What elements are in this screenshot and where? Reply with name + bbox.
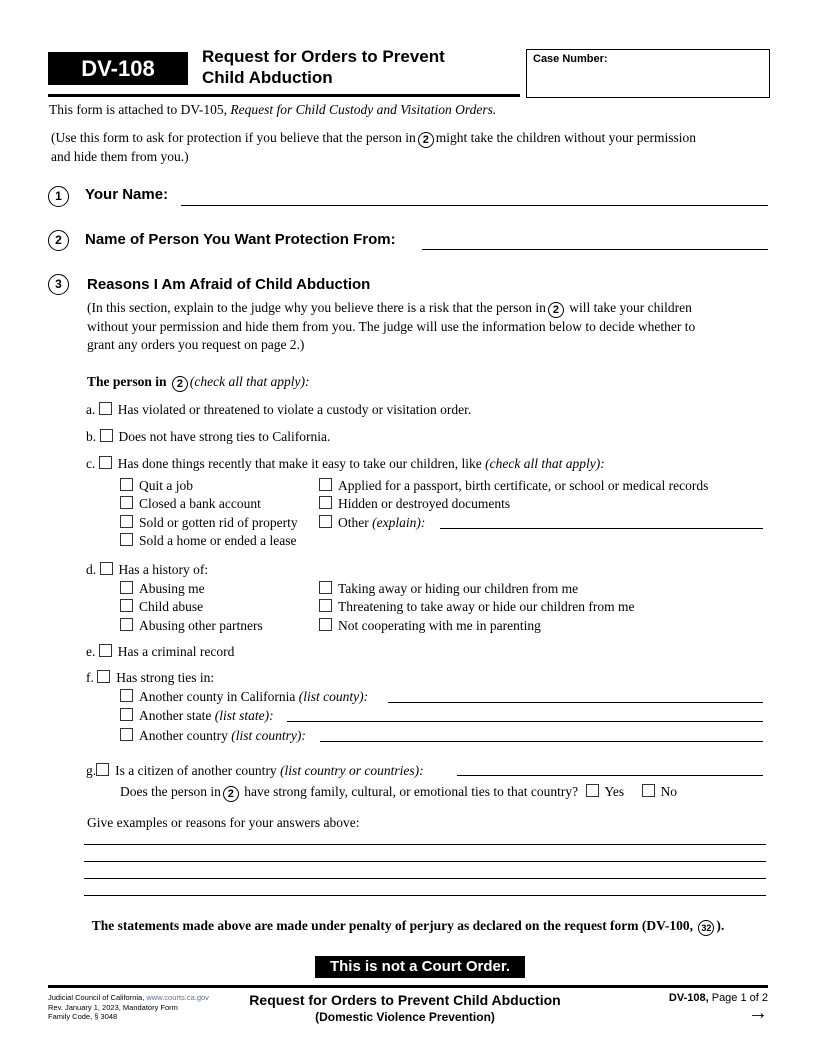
ties-prefix: Does the person in (120, 784, 221, 799)
item-c (86, 455, 605, 472)
item-e-text: Has a criminal record (117, 644, 235, 659)
case-number-field[interactable] (526, 49, 770, 98)
option-f-county (120, 688, 368, 705)
option-label: Closed a bank account (139, 496, 261, 511)
checkbox-c[interactable] (99, 456, 112, 469)
item-letter: f. (86, 670, 94, 685)
option-italic: (list county): (298, 689, 369, 704)
item-d (86, 561, 208, 578)
checkbox[interactable] (120, 728, 133, 741)
other-explain-field[interactable] (440, 528, 763, 529)
footer-page-info (600, 992, 768, 1022)
examples-line-4[interactable] (84, 895, 766, 896)
option-label: Another state (139, 708, 215, 723)
perjury-statement (0, 918, 816, 936)
header-rule (48, 94, 520, 97)
citizenship-field[interactable] (457, 775, 763, 776)
checkbox[interactable] (120, 581, 133, 594)
attached-prefix: This form is attached to DV-105, (49, 102, 231, 117)
option-label: Sold a home or ended a lease (139, 533, 297, 548)
checkbox[interactable] (120, 599, 133, 612)
item-a (86, 401, 471, 418)
reasons-desc-prefix: (In this section, explain to the judge why you believe there is a risk that the person in (87, 300, 546, 315)
reasons-desc-line3: grant any orders you request on page 2.) (87, 337, 305, 352)
country-field[interactable] (320, 741, 763, 742)
option-italic: (list country): (231, 728, 306, 743)
checkbox[interactable] (319, 599, 332, 612)
footer-form-id: DV-108, (668, 992, 709, 1004)
option-italic: (explain): (372, 515, 426, 530)
item-g-text: Is a citizen of another country (115, 763, 281, 778)
footer-rule (48, 985, 768, 988)
item-c-text: Has done things recently that make it easy to take our children, like (117, 456, 486, 471)
checkbox[interactable] (319, 515, 332, 528)
examples-label: Give examples or reasons for your answers above: (87, 815, 360, 830)
option-c-other (319, 514, 425, 531)
reasons-desc-line2: without your permission and hide them from you. The judge will use the information below to decide whether to (87, 319, 696, 334)
person-in-heading (87, 373, 309, 392)
form-title (202, 46, 512, 88)
footer-code: Family Code, § 3048 (48, 1012, 118, 1021)
checkbox[interactable] (319, 496, 332, 509)
item-d-text: Has a history of: (118, 562, 209, 577)
option-d-abusing-partners (120, 617, 263, 634)
courts-website-link[interactable]: www.courts.ca.gov (146, 993, 209, 1002)
checkbox-e[interactable] (99, 644, 112, 657)
checkbox-g[interactable] (96, 763, 109, 776)
next-page-arrow-icon[interactable]: → (748, 1002, 768, 1024)
checkbox-f[interactable] (97, 670, 110, 683)
your-name-label: Your Name: (85, 186, 169, 203)
form-title-line1: Request for Orders to Prevent (202, 47, 445, 66)
option-c-hidden-documents (319, 495, 510, 512)
footer-title-main: Request for Orders to Prevent Child Abduction (249, 992, 561, 1008)
ties-suffix: have strong family, cultural, or emotional ties to that country? (244, 784, 579, 799)
footer-revision: Rev. January 1, 2023, Mandatory Form (48, 1002, 178, 1012)
item-b (86, 428, 330, 445)
footer-title (230, 992, 580, 1025)
attached-form-name: Request for Child Custody and Visitation Orders. (230, 102, 497, 117)
item-c-italic: (check all that apply): (485, 456, 605, 471)
item-letter: a. (86, 402, 96, 417)
checkbox[interactable] (120, 533, 133, 546)
county-field[interactable] (388, 702, 763, 703)
examples-line-2[interactable] (84, 861, 766, 862)
yes-checkbox[interactable] (586, 784, 599, 797)
option-label: Another country (139, 728, 232, 743)
item-g-italic: (list country or countries): (280, 763, 424, 778)
footer-council: Judicial Council of California, (48, 993, 147, 1002)
perjury-text: The statements made above are made under penalty of perjury as declared on the request form (DV-100, (91, 918, 697, 933)
section-number-1: 1 (48, 186, 69, 207)
not-court-order-banner: This is not a Court Order. (315, 956, 525, 978)
footer-subtitle: (Domestic Violence Prevention) (315, 1010, 495, 1024)
item-f-text: Has strong ties in: (116, 670, 215, 685)
item-letter: e. (86, 644, 96, 659)
checkbox[interactable] (120, 708, 133, 721)
item-letter: d. (86, 562, 97, 577)
option-label: Abusing other partners (139, 618, 263, 633)
checkbox[interactable] (120, 478, 133, 491)
option-c-sold-home (120, 532, 296, 549)
option-label: Threatening to take away or hide our children from me (338, 599, 635, 614)
option-c-sold-property (120, 514, 298, 531)
option-label: Applied for a passport, birth certificate, or school or medical records (338, 478, 709, 493)
protection-from-field[interactable] (422, 249, 768, 250)
your-name-field[interactable] (181, 205, 768, 206)
ref-circle: 32 (698, 920, 714, 936)
option-label: Child abuse (139, 599, 204, 614)
item-g (86, 762, 424, 779)
option-label: Taking away or hiding our children from me (338, 581, 579, 596)
option-d-threatening (319, 598, 635, 615)
examples-line-3[interactable] (84, 878, 766, 879)
checkbox[interactable] (319, 478, 332, 491)
option-label: Sold or gotten rid of property (139, 515, 298, 530)
no-checkbox[interactable] (642, 784, 655, 797)
footer-info (48, 993, 209, 1022)
checkbox[interactable] (120, 618, 133, 631)
checkbox-b[interactable] (100, 429, 113, 442)
usage-prefix: (Use this form to ask for protection if you believe that the person in (51, 130, 416, 145)
checkbox[interactable] (120, 515, 133, 528)
person-in-prefix: The person in (87, 374, 167, 389)
checkbox-a[interactable] (99, 402, 112, 415)
case-number-label: Case Number: (533, 53, 608, 65)
option-d-abusing-me (120, 580, 205, 597)
perjury-end: ). (716, 918, 725, 933)
option-label: Another county in California (139, 689, 299, 704)
option-d-not-cooperating (319, 617, 541, 634)
item-e (86, 643, 234, 660)
person-in-suffix: (check all that apply): (189, 374, 310, 389)
state-field[interactable] (287, 721, 763, 722)
option-d-child-abuse (120, 598, 203, 615)
reasons-desc-suffix: will take your children (569, 300, 692, 315)
ref-circle: 2 (172, 376, 188, 392)
item-letter: b. (86, 429, 97, 444)
item-a-text: Has violated or threatened to violate a custody or visitation order. (117, 402, 472, 417)
option-c-closed-bank (120, 495, 261, 512)
option-c-quit-job (120, 477, 193, 494)
ties-question (120, 783, 677, 802)
no-label: No (660, 784, 678, 799)
usage-suffix: might take the children without your permission (435, 130, 697, 145)
section-number-2: 2 (48, 230, 69, 251)
option-c-applied-passport (319, 477, 708, 494)
item-f (86, 669, 214, 686)
option-d-taking-away (319, 580, 578, 597)
ref-circle: 2 (223, 786, 239, 802)
examples-line-1[interactable] (84, 844, 766, 845)
usage-note (51, 129, 771, 166)
checkbox[interactable] (319, 581, 332, 594)
ref-circle: 2 (418, 132, 434, 148)
option-f-country (120, 727, 306, 744)
option-label: Quit a job (139, 478, 193, 493)
option-italic: (list state): (214, 708, 274, 723)
form-title-line2: Child Abduction (202, 68, 333, 87)
item-letter: c. (86, 456, 96, 471)
section-number-3: 3 (48, 274, 69, 295)
yes-label: Yes (604, 784, 625, 799)
option-label: Not cooperating with me in parenting (338, 618, 541, 633)
option-f-state (120, 707, 274, 724)
usage-line2: and hide them from you.) (51, 149, 189, 164)
reasons-description (87, 299, 777, 354)
ref-circle: 2 (548, 302, 564, 318)
reasons-title: Reasons I Am Afraid of Child Abduction (87, 276, 371, 293)
option-label: Other (338, 515, 373, 530)
checkbox[interactable] (120, 689, 133, 702)
form-id-badge: DV-108 (48, 52, 188, 85)
option-label: Abusing me (139, 581, 205, 596)
item-letter: g. (86, 763, 97, 778)
checkbox-d[interactable] (100, 562, 113, 575)
option-label: Hidden or destroyed documents (338, 496, 511, 511)
checkbox[interactable] (319, 618, 332, 631)
item-b-text: Does not have strong ties to California. (118, 429, 331, 444)
checkbox[interactable] (120, 496, 133, 509)
attached-note (49, 101, 496, 119)
page-indicator: Page 1 of 2 (708, 992, 768, 1004)
protection-from-label: Name of Person You Want Protection From: (85, 231, 396, 248)
